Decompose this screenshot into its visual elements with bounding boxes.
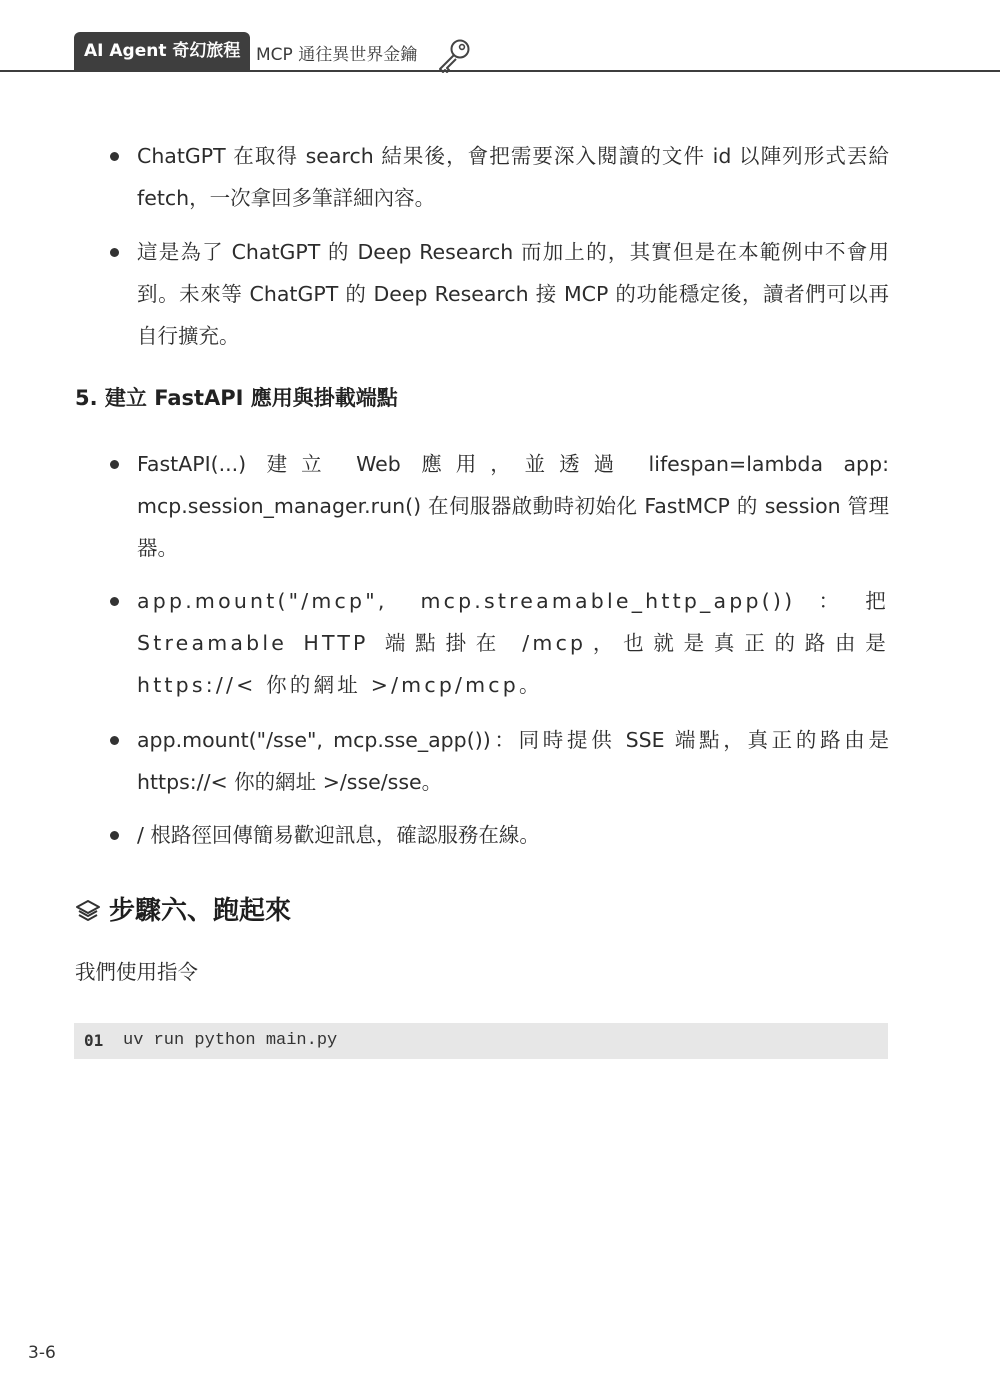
list-item-text: 這是為了 ChatGPT 的 Deep Research 而加上的，其實但是在本範例中不會用到。未來等 ChatGPT 的 Deep Research 接 MCP 的功能穩定後，讀者們可以再自行擴充。 [137,240,889,348]
bullet-dot [110,460,119,469]
list-item-text: app.mount("/mcp", mcp.streamable_http_app())：把 Streamable HTTP 端點掛在 /mcp，也就是真正的路由是 https://< 你的網址 >/mcp/mcp。 [137,589,889,697]
list-item-text: ChatGPT 在取得 search 結果後，會把需要深入閱讀的文件 id 以陣列形式丟給 fetch，一次拿回多筆詳細內容。 [137,144,889,210]
step-title: 步驟六、跑起來 [109,896,292,926]
list-item [137,719,889,803]
list-item [137,135,889,219]
section-heading: 5. 建立 FastAPI 應用與掛載端點 [75,386,398,410]
layers-icon [75,898,101,924]
list-item-text: FastAPI(...) 建立 Web 應用，並透過 lifespan=lambda app: mcp.session_manager.run() 在伺服器啟動時初始化 FastMCP 的 session 管理器。 [137,452,889,560]
code-line: uv run python main.py [123,1031,338,1050]
code-block [74,1023,888,1059]
list-item [137,443,889,569]
page-header [0,0,1000,72]
intro-paragraph: 我們使用指令 [75,960,198,984]
bullet-dot [110,152,119,161]
list-item [137,580,889,706]
chapter-title: MCP 通往異世界金鑰 [256,45,418,65]
list-item-text: / 根路徑回傳簡易歡迎訊息，確認服務在線。 [137,823,540,847]
list-item [137,814,889,856]
bullet-dot [110,248,119,257]
bullet-dot [110,831,119,840]
bullet-dot [110,597,119,606]
code-line-number: 01 [84,1031,104,1050]
list-item [137,231,889,357]
page-number: 3-6 [28,1343,56,1363]
book-title-tab: AI Agent 奇幻旅程 [74,32,250,70]
list-item-text: app.mount("/sse", mcp.sse_app())：同時提供 SSE 端點，真正的路由是 https://< 你的網址 >/sse/sse。 [137,728,889,794]
header-divider [0,70,1000,72]
bullet-dot [110,736,119,745]
